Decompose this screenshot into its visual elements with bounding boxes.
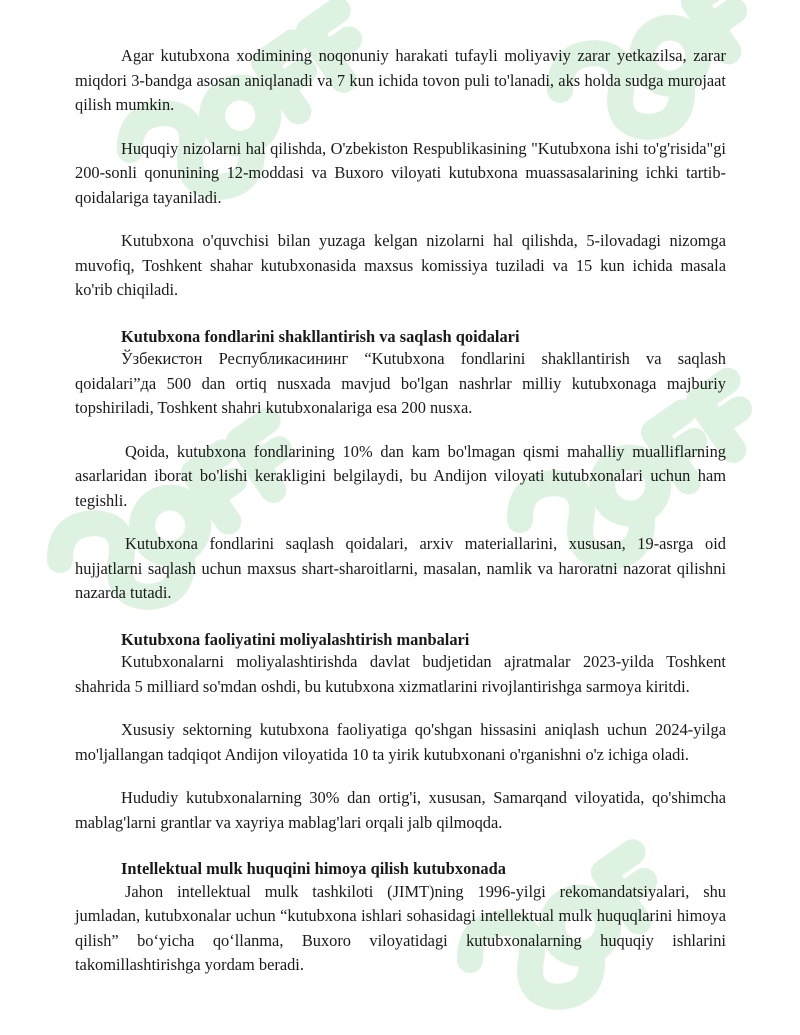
paragraph: Kutubxona fondlarini saqlash qoidalari, arxiv materiallarini, xususan, 19-asrga oid hujjatlarni saqlash uchun maxsus shart-sharoitlarni, masalan, namlik va haroratni nazorat qilishni nazarda tutadi. (75, 534, 726, 602)
paragraph: Agar kutubxona xodimining noqonuniy harakati tufayli moliyaviy zarar yetkazilsa, zarar miqdori 3-bandga asosan aniqlanadi va 7 kun ichida tovon puli to'lanadi, aks holda sudga murojaat qilish mumkin. (75, 46, 726, 114)
section-heading: Kutubxona fondlarini shakllantirish va saqlash qoidalari (121, 326, 520, 346)
paragraph: Xususiy sektorning kutubxona faoliyatiga qo'shgan hissasini aniqlash uchun 2024-yilga mo'ljallangan tadqiqot Andijon viloyatida 10 ta yirik kutubxonani o'rganishni o'z ichiga oladi. (75, 720, 726, 764)
paragraph: Qoida, kutubxona fondlarining 10% dan kam bo'lmagan qismi mahalliy mualliflarning asarlaridan iborat bo'lishi kerakligini belgilaydi, bu Andijon viloyati kutubxonalari uchun ham tegishli. (75, 441, 726, 510)
paragraph: Kutubxona o'quvchisi bilan yuzaga kelgan nizolarni hal qilishda, 5-ilovadagi nizomga muvofiq, Toshkent shahar kutubxonasida maxsus komissiya tuziladi va 15 kun ichida masala ko'rib chiqiladi. (75, 231, 726, 299)
section-heading: Intellektual mulk huquqini himoya qilish kutubxonada (121, 859, 506, 878)
paragraph: Ўзбекистон Республикасининг “Kutubxona fondlarini shakllantirish va saqlash qoidalari”да 500 dan ortiq nusxada mavjud bo'lgan nashrlar milliy kutubxonaga majburiy topshiriladi, Toshkent shahri kutubxonalariga esa 200 nusxa. (75, 349, 726, 417)
paragraph: Hududiy kutubxonalarning 30% dan ortig'i, xususan, Samarqand viloyatida, qo'shimcha mablag'larni grantlar va xayriya mablag'lari orqali jalb qilmoqda. (75, 788, 726, 832)
paragraph: Kutubxonalarni moliyalashtirishda davlat budjetidan ajratmalar 2023-yilda Toshkent shahrida 5 milliard so'mdan oshdi, bu kutubxona xizmatlarini rivojlantirishga sarmoya kiritdi. (75, 652, 726, 696)
paragraph: Huquqiy nizolarni hal qilishda, O'zbekiston Respublikasining "Kutubxona ishi to'g'risida"gi 200-sonli qonunining 12-moddasi va Buxoro viloyati kutubxona muassasalarining ichki tartib-qoidalariga tayaniladi. (75, 138, 726, 207)
section-heading: Kutubxona faoliyatini moliyalashtirish manbalari (121, 629, 470, 649)
paragraph: Jahon intellektual mulk tashkiloti (JIMT)ning 1996-yilgi rekomandatsiyalari, shu jumladan, kutubxonalar uchun “kutubxona ishlari sohasidagi intellektual mulk huquqlarini himoya qilish” bo‘yicha qo‘llanma, Buxoro viloyatidagi kutubxonalarning huquqiy ishlarini takomillashtirishga yordam beradi. (75, 881, 726, 974)
